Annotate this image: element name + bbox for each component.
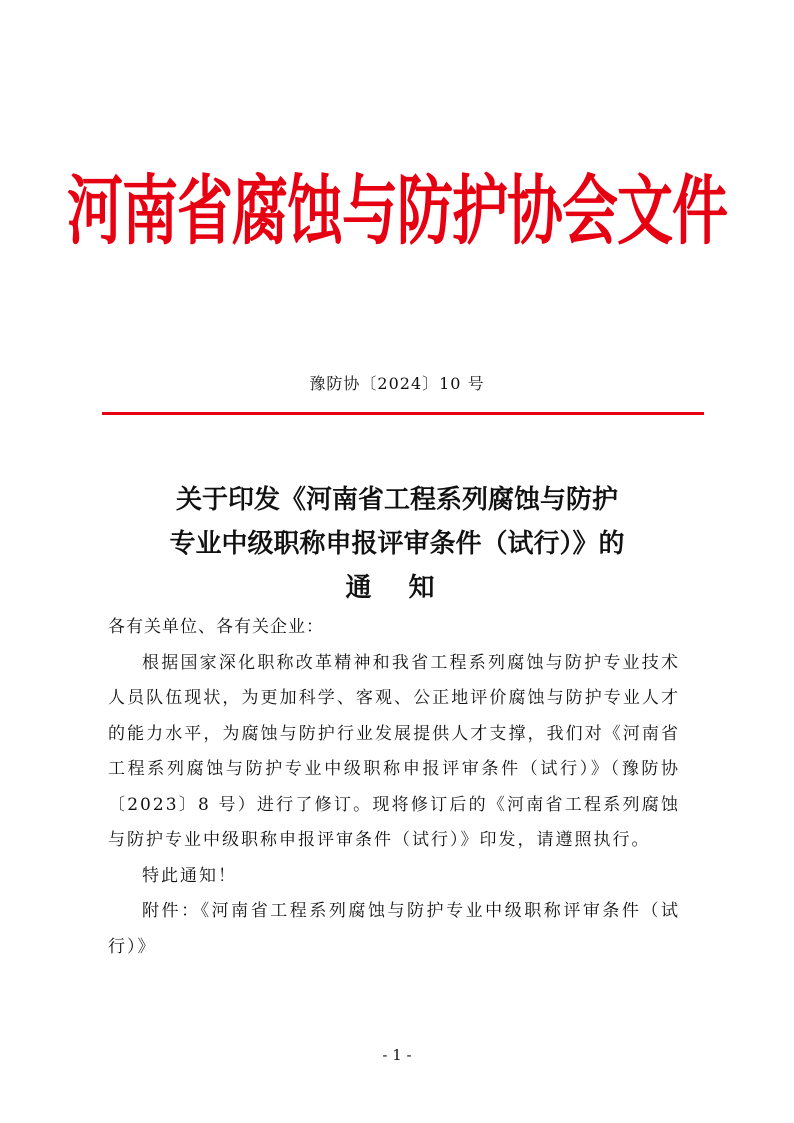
attachment-note: 附件：《河南省工程系列腐蚀与防护专业中级职称评审条件（试行）》 bbox=[108, 901, 680, 957]
main-paragraph: 根据国家深化职称改革精神和我省工程系列腐蚀与防护专业技术人员队伍现状，为更加科学、客观、公正地评价腐蚀与防护专业人才的能力水平，为腐蚀与防护行业发展提供人才支撑，我们对《河南省工程系列腐蚀与防护专业中级职称申报评审条件（试行）》（豫防协〔2023〕8 号）进行了修订。现将修订后的《河南省工程系列腐蚀与防护专业中级职称申报评审条件（试行）》印发，请遵照执行。 bbox=[108, 652, 680, 850]
closing-line: 特此通知！ bbox=[142, 865, 237, 886]
page-number: - 1 - bbox=[382, 1046, 412, 1064]
document-number: 豫防协〔2024〕10 号 bbox=[309, 374, 485, 393]
salutation: 各有关单位、各有关企业： bbox=[108, 617, 324, 637]
notice-title-line-2: 专业中级职称申报评审条件（试行）》的 bbox=[169, 529, 625, 559]
red-divider-line bbox=[102, 412, 704, 415]
notice-title-line-1: 关于印发《河南省工程系列腐蚀与防护 bbox=[175, 485, 618, 515]
notice-title bbox=[90, 478, 704, 610]
document-masthead: 河南省腐蚀与防护协会文件 bbox=[67, 168, 727, 256]
notice-title-line-3: 通 知 bbox=[345, 573, 449, 603]
notice-body bbox=[108, 610, 680, 965]
